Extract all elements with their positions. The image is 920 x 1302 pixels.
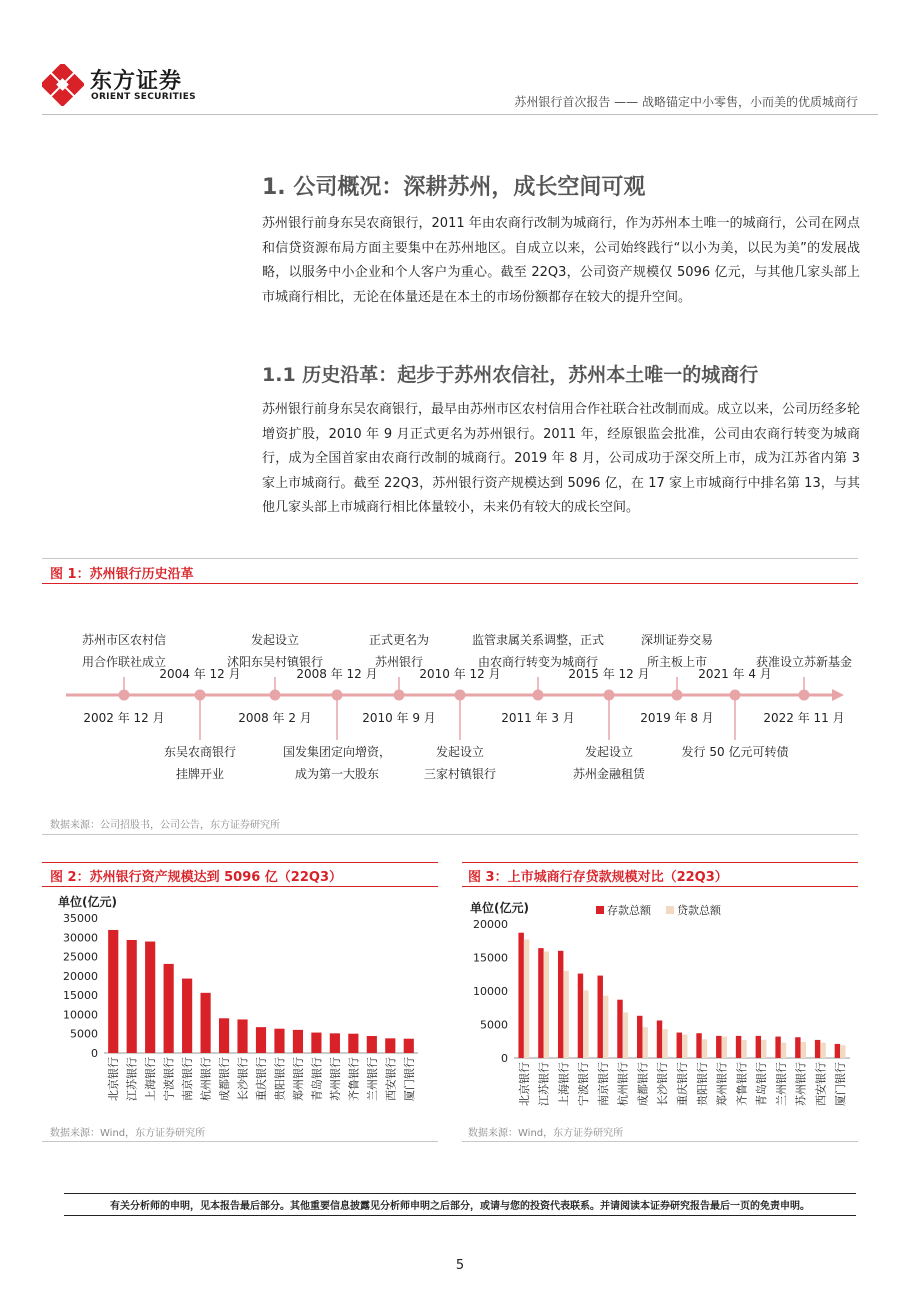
bar-贷款总额	[722, 1037, 727, 1058]
bar-贷款总额	[801, 1042, 806, 1058]
timeline-event-line: 苏州银行	[374, 655, 424, 669]
bar-存款总额	[578, 974, 583, 1058]
y-tick-label: 20000	[473, 918, 508, 931]
figure-3-source: 数据来源：Wind，东方证券研究所	[468, 1128, 624, 1139]
y-tick-label: 10000	[473, 985, 508, 998]
timeline-date: 2002 年 12 月	[83, 711, 165, 725]
timeline-date: 2022 年 11 月	[763, 711, 845, 725]
timeline-event-line: 成为第一大股东	[294, 767, 380, 781]
footer-disclaimer: 有关分析师的申明，见本报告最后部分。其他重要信息披露见分析师申明之后部分，或请与您的投资代表联系。并请阅读本证券研究报告最后一页的免责申明。	[110, 1201, 810, 1212]
bar-存款总额	[518, 933, 523, 1058]
timeline-event-line: 发行 50 亿元可转债	[681, 745, 789, 759]
footer-bottom-rule	[64, 1215, 856, 1216]
x-tick-label: 西安银行	[384, 1057, 398, 1101]
bar-存款总额	[617, 1000, 622, 1058]
bar-存款总额	[657, 1020, 662, 1058]
x-tick-label: 南京银行	[596, 1062, 610, 1106]
figure-3-title-rule	[462, 886, 858, 887]
y-axis-unit-label: 单位(亿元)	[58, 895, 117, 909]
x-tick-label: 江苏银行	[125, 1057, 139, 1101]
y-tick-label: 15000	[63, 989, 98, 1003]
figure-1-top-rule	[42, 558, 858, 559]
figure-2-top-rule	[42, 862, 438, 863]
section-1-1-heading: 1.1 历史沿革：起步于苏州农信社，苏州本土唯一的城商行	[262, 364, 759, 386]
x-tick-label: 苏州银行	[328, 1057, 342, 1101]
bar-存款总额	[598, 976, 603, 1058]
y-tick-label: 5000	[480, 1018, 508, 1032]
figure-2-title-rule	[42, 886, 438, 887]
timeline-event-line: 获准设立苏新基金	[755, 655, 853, 669]
x-tick-label: 北京银行	[517, 1062, 531, 1106]
bar-存款总额	[716, 1036, 721, 1058]
timeline-event-label	[756, 651, 852, 673]
x-tick-label: 宁波银行	[577, 1062, 591, 1106]
timeline-event-line: 苏州市区农村信	[81, 633, 167, 647]
timeline-event-line: 监管隶属关系调整，正式	[471, 633, 605, 647]
deposit-loan-bar-chart	[462, 888, 858, 1118]
bar-贷款总额	[741, 1040, 746, 1058]
y-tick-label: 35000	[63, 912, 98, 925]
x-tick-label: 齐鲁银行	[735, 1062, 749, 1106]
bar-value	[127, 940, 137, 1053]
bar-贷款总额	[623, 1012, 628, 1058]
bar-value	[256, 1027, 266, 1053]
x-tick-label: 长沙银行	[236, 1057, 250, 1101]
bar-存款总额	[835, 1044, 840, 1058]
bar-value	[404, 1039, 414, 1053]
x-tick-label: 齐鲁银行	[347, 1057, 361, 1101]
figure-3-top-rule	[462, 862, 858, 863]
figure-2-title: 图 2：苏州银行资产规模达到 5096 亿（22Q3）	[50, 870, 342, 885]
x-tick-label: 重庆银行	[676, 1062, 689, 1106]
x-tick-label: 成都银行	[218, 1057, 232, 1101]
y-tick-label: 10000	[63, 1008, 98, 1022]
bar-存款总额	[815, 1040, 820, 1058]
timeline-event-label	[424, 741, 496, 785]
y-tick-label: 5000	[70, 1027, 98, 1041]
bar-贷款总额	[682, 1035, 687, 1058]
bar-贷款总额	[524, 939, 529, 1058]
timeline-event-line: 所主板上市	[646, 655, 708, 669]
bar-value	[330, 1033, 340, 1053]
bar-value	[182, 979, 192, 1053]
timeline-date: 2015 年 12 月	[568, 667, 650, 681]
bar-存款总额	[736, 1036, 741, 1058]
brand-name-en: ORIENT SECURITIES	[91, 92, 196, 102]
bar-value	[348, 1034, 358, 1053]
timeline-node	[455, 690, 466, 701]
timeline-event-line: 沭阳东吴村镇银行	[226, 655, 324, 669]
x-tick-label: 青岛银行	[310, 1057, 324, 1101]
bar-value	[293, 1030, 303, 1053]
x-tick-label: 长沙银行	[656, 1062, 670, 1106]
y-tick-label: 30000	[63, 931, 98, 945]
timeline-node	[119, 690, 130, 701]
timeline-event-label	[682, 741, 789, 763]
x-tick-label: 杭州银行	[616, 1062, 630, 1106]
bar-value	[201, 993, 211, 1053]
timeline-arrow-icon	[832, 689, 844, 701]
timeline-event-line: 苏州金融租赁	[572, 767, 646, 781]
company-logo	[42, 62, 202, 106]
timeline-date: 2010 年 12 月	[419, 667, 501, 681]
x-tick-label: 成都银行	[636, 1062, 650, 1106]
x-tick-label: 上海银行	[144, 1057, 158, 1101]
bar-贷款总额	[583, 990, 588, 1058]
timeline-date: 2008 年 2 月	[238, 711, 312, 725]
bar-value	[367, 1036, 377, 1053]
y-tick-label: 20000	[63, 969, 98, 983]
bar-存款总额	[637, 1016, 642, 1058]
bar-value	[108, 930, 118, 1053]
timeline-event-line: 发起设立	[250, 633, 300, 647]
x-tick-label: 江苏银行	[537, 1062, 551, 1106]
bar-value	[145, 942, 155, 1053]
timeline-event-line: 由农商行转变为城商行	[477, 655, 599, 669]
bar-value	[237, 1019, 247, 1053]
footer-top-rule	[64, 1193, 856, 1194]
y-axis-unit-label: 单位(亿元)	[470, 901, 529, 915]
bar-贷款总额	[662, 1029, 667, 1058]
timeline-event-label	[283, 741, 391, 785]
timeline-event-line: 发起设立	[435, 745, 485, 759]
bar-存款总额	[756, 1036, 761, 1058]
legend-swatch	[596, 906, 604, 914]
timeline-node	[394, 690, 405, 701]
x-tick-label: 兰州银行	[365, 1057, 379, 1101]
legend-label: 存款总额	[607, 904, 651, 917]
x-tick-label: 宁波银行	[162, 1057, 176, 1101]
y-tick-label: 0	[501, 1052, 508, 1065]
timeline-node	[533, 690, 544, 701]
report-header-title: 苏州银行首次报告 —— 战略锚定中小零售，小而美的优质城商行	[514, 95, 858, 109]
bar-贷款总额	[603, 996, 608, 1058]
bar-存款总额	[538, 948, 543, 1058]
figure-2-chart	[42, 888, 438, 1118]
bar-value	[219, 1018, 229, 1053]
timeline-event-line: 正式更名为	[368, 633, 430, 647]
bar-value	[274, 1029, 284, 1053]
timeline-node	[195, 690, 206, 701]
timeline-event-line: 挂牌开业	[175, 767, 225, 781]
figure-1-title: 图 1：苏州银行历史沿革	[50, 567, 194, 582]
x-tick-label: 重庆银行	[255, 1057, 268, 1101]
x-tick-label: 青岛银行	[755, 1062, 769, 1106]
bar-存款总额	[677, 1033, 682, 1058]
figure-1-title-rule	[42, 583, 858, 584]
figure-2-bottom-rule	[42, 1141, 438, 1142]
orient-logo-icon	[42, 64, 84, 106]
x-tick-label: 西安银行	[814, 1062, 828, 1106]
timeline-date: 2021 年 4 月	[698, 667, 772, 681]
bar-存款总额	[696, 1033, 701, 1058]
section-1-body: 苏州银行前身东吴农商银行，2011 年由农商行改制为城商行，作为苏州本土唯一的城商行，公司在网点和信贷资源布局方面主要集中在苏州地区。自成立以来，公司始终践行“以小为美，以民为美”的发展战略，以服务中小企业和个人客户为重心。截至 22Q3，公司资产规模仅 5096 亿元，与其他几家头部上市城商行相比，无论在体量还是在本土的市场份额都存在较大的提升空间。	[262, 216, 860, 305]
asset-scale-bar-chart	[42, 888, 438, 1118]
timeline-event-label	[573, 741, 645, 785]
x-tick-label: 上海银行	[557, 1062, 571, 1106]
legend-swatch	[666, 906, 674, 914]
timeline-node	[332, 690, 343, 701]
timeline-node	[604, 690, 615, 701]
timeline-event-line: 深圳证券交易	[640, 633, 714, 647]
x-tick-label: 贵阳银行	[695, 1062, 709, 1106]
bar-value	[311, 1033, 321, 1053]
bar-value	[164, 964, 174, 1053]
x-tick-label: 贵阳银行	[273, 1057, 287, 1101]
timeline-date: 2019 年 8 月	[640, 711, 714, 725]
x-tick-label: 郑州银行	[291, 1057, 305, 1101]
timeline-event-line: 用合作联社成立	[81, 655, 167, 669]
bar-贷款总额	[544, 951, 549, 1058]
timeline-event-line: 发起设立	[584, 745, 634, 759]
x-tick-label: 厦门银行	[834, 1062, 848, 1106]
bar-贷款总额	[702, 1039, 707, 1058]
y-tick-label: 25000	[63, 950, 98, 964]
bar-贷款总额	[781, 1043, 786, 1058]
timeline-event-label	[82, 629, 166, 673]
y-tick-label: 15000	[473, 951, 508, 965]
bar-存款总额	[558, 951, 563, 1058]
bar-存款总额	[795, 1037, 800, 1058]
figure-3-title: 图 3：上市城商行存贷款规模对比（22Q3）	[468, 870, 728, 885]
timeline-date: 2010 年 9 月	[362, 711, 436, 725]
bar-贷款总额	[563, 971, 568, 1058]
header-divider	[42, 114, 878, 115]
bar-贷款总额	[820, 1043, 825, 1058]
timeline-date: 2008 年 12 月	[296, 667, 378, 681]
timeline-node	[672, 690, 683, 701]
figure-3-chart	[462, 888, 858, 1118]
timeline-node	[730, 690, 741, 701]
timeline-event-label	[164, 741, 236, 785]
figure-3-bottom-rule	[462, 1141, 858, 1142]
timeline-date: 2004 年 12 月	[159, 667, 241, 681]
bar-value	[385, 1038, 395, 1053]
legend-label: 贷款总额	[677, 904, 721, 917]
figure-1-source: 数据来源：公司招股书，公司公告，东方证券研究所	[50, 820, 280, 831]
page-number: 5	[455, 1258, 465, 1273]
brand-name-cn: 东方证券	[90, 69, 183, 94]
figure-2-source: 数据来源：Wind，东方证券研究所	[50, 1128, 206, 1139]
bar-贷款总额	[761, 1040, 766, 1058]
timeline-event-line: 东吴农商银行	[163, 745, 237, 759]
timeline-event-line: 三家村镇银行	[423, 767, 497, 781]
figure-1-bottom-rule	[42, 834, 858, 835]
timeline-date: 2011 年 3 月	[501, 711, 575, 725]
x-tick-label: 兰州银行	[774, 1062, 788, 1106]
timeline-node	[270, 690, 281, 701]
x-tick-label: 郑州银行	[715, 1062, 729, 1106]
timeline-event-line: 国发集团定向增资，	[282, 745, 392, 759]
y-tick-label: 0	[91, 1047, 98, 1060]
x-tick-label: 北京银行	[107, 1057, 121, 1101]
x-tick-label: 南京银行	[181, 1057, 195, 1101]
bar-贷款总额	[642, 1027, 647, 1058]
history-timeline	[42, 592, 860, 802]
section-1-1-body: 苏州银行前身东吴农商银行，最早由苏州市区农村信用合作社联合社改制而成。成立以来，公司历经多轮增资扩股，2010 年 9 月正式更名为苏州银行。2011 年，经原银监会批准，公司由农商行转变为城商行，成为全国首家由农商行改制的城商行。2019 年 8 月，公司成功于深交所上市，成为江苏省内第 3 家上市城商行。截至 22Q3，苏州银行资产规模达到 5096 亿，在 17 家上市城商行中排名第 13，与其他几家头部上市城商行相比体量较小，未来仍有较大的成长空间。	[262, 402, 861, 515]
bar-存款总额	[775, 1037, 780, 1058]
x-tick-label: 杭州银行	[199, 1057, 213, 1101]
x-tick-label: 厦门银行	[402, 1057, 416, 1101]
section-1-heading: 1. 公司概况：深耕苏州，成长空间可观	[262, 175, 646, 200]
bar-贷款总额	[840, 1045, 845, 1058]
timeline-node	[799, 690, 810, 701]
x-tick-label: 苏州银行	[794, 1062, 808, 1106]
